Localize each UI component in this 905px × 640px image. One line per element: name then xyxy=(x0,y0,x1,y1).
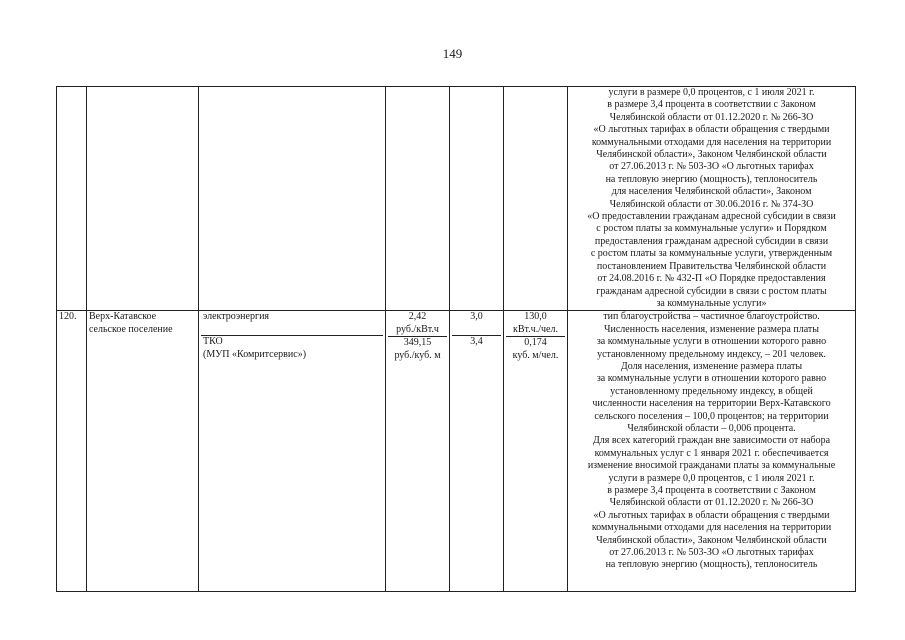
index-value: 3,0 xyxy=(470,311,483,323)
norm-value: 130,0 кВт.ч./чел. xyxy=(513,311,558,335)
cell-municipality xyxy=(87,87,199,311)
municipality-line: Верх-Катавское xyxy=(89,311,157,323)
cell-description xyxy=(568,87,856,311)
description-text xyxy=(570,311,853,572)
description-line: от 24.08.2016 г. № 432-П «О Порядке предоставления xyxy=(597,273,826,285)
description-line: коммунальными отходами для населения на территории xyxy=(591,522,832,534)
cell-service xyxy=(199,87,386,311)
description-line: услуги в размере 0,0 процентов, с 1 июля 2021 г. xyxy=(608,87,815,98)
service-name: ТКО (МУП «Комритсервис») xyxy=(201,336,383,591)
table-row-continued xyxy=(57,87,856,311)
municipality-line: сельское поселение xyxy=(89,323,173,335)
page-number: 149 xyxy=(442,46,463,61)
description-line: изменение вносимой гражданами платы за коммунальные xyxy=(587,460,836,472)
description-line: для населения Челябинской области», Законом xyxy=(611,186,812,198)
norm-value: 0,174 куб. м/чел. xyxy=(506,337,565,592)
description-line: в размере 3,4 процента в соответствии с Законом xyxy=(607,485,816,496)
table-row-120 xyxy=(57,311,856,592)
description-line: «О льготных тарифах в области обращения с твердыми xyxy=(593,124,830,136)
description-line: Доля населения, изменение размера платы xyxy=(620,360,803,372)
cell-norm xyxy=(504,311,568,592)
cell-service xyxy=(199,311,386,592)
cell-index xyxy=(450,87,504,311)
service-list xyxy=(201,311,383,590)
cell-norm xyxy=(504,87,568,311)
cell-number: 120. xyxy=(57,311,87,592)
description-line: установленному предельному индексу, – 201 человек. xyxy=(597,348,826,360)
tariff-table xyxy=(56,86,856,592)
description-line: Челябинской области от 01.12.2020 г. № 266-ЗО xyxy=(609,111,814,123)
description-line: «О предоставлении гражданам адресной субсидии в связи xyxy=(587,211,836,223)
index-value: 3,4 xyxy=(452,336,501,591)
description-line: на тепловую энергию (мощность), теплоноситель xyxy=(605,173,818,185)
description-line: за коммунальные услуги в отношении которого равно xyxy=(596,336,827,348)
tariff-list xyxy=(388,311,447,591)
index-list xyxy=(452,311,501,590)
description-line: Для всех категорий граждан вне зависимости от набора xyxy=(592,435,831,447)
description-line: Челябинской области – 0,006 процента. xyxy=(627,422,796,434)
description-line: от 27.06.2013 г. № 503-ЗО «О льготных тарифах xyxy=(609,547,814,559)
cell-municipality xyxy=(87,311,199,592)
cell-tariff xyxy=(386,87,450,311)
description-line: гражданам адресной субсидии в связи с ростом платы xyxy=(596,285,827,297)
description-line: постановлением Правительства Челябинской области xyxy=(596,260,827,272)
description-line: Челябинской области», Законом Челябинской области xyxy=(596,149,827,161)
description-line: с ростом платы за коммунальные услуги» и Порядком xyxy=(596,223,827,235)
description-line: «О льготных тарифах в области обращения с твердыми xyxy=(593,509,830,521)
description-line: Челябинской области от 30.06.2016 г. № 374-ЗО xyxy=(609,198,814,210)
description-line: тип благоустройства – частичное благоустройство. xyxy=(603,311,820,323)
norm-list xyxy=(506,311,565,591)
description-line: от 27.06.2013 г. № 503-ЗО «О льготных тарифах xyxy=(609,161,814,173)
description-line: услуги в размере 0,0 процентов, с 1 июля 2021 г. xyxy=(608,472,815,484)
cell-index xyxy=(450,311,504,592)
description-line: за коммунальные услуги» xyxy=(656,297,767,309)
description-line: установленному предельному индексу, в общей xyxy=(610,385,813,397)
description-line: численности населения на территории Верх-Катавского xyxy=(592,398,831,410)
description-line: в размере 3,4 процента в соответствии с Законом xyxy=(607,99,816,111)
description-line: коммунальными отходами для населения на территории xyxy=(591,136,832,148)
tariff-value: 2,42 руб./кВт.ч xyxy=(396,311,439,335)
description-line: коммунальных услуг с 1 января 2021 г. обеспечивается xyxy=(594,447,829,459)
description-line: предоставления гражданам адресной субсидии в связи xyxy=(594,235,829,247)
description-line: сельского поселения – 100,0 процентов; на территории xyxy=(594,410,829,422)
description-text xyxy=(570,87,853,310)
description-line: Численность населения, изменение размера платы xyxy=(604,323,819,335)
description-line: с ростом платы за коммунальные услуги, утвержденным xyxy=(590,248,833,260)
description-line: Челябинской области от 01.12.2020 г. № 266-ЗО xyxy=(609,497,814,509)
cell-description xyxy=(568,311,856,592)
description-line: на тепловую энергию (мощность), теплоноситель xyxy=(605,559,818,571)
service-name: электроэнергия xyxy=(203,311,270,323)
description-line: за коммунальные услуги в отношении которого равно xyxy=(596,373,827,385)
cell-tariff xyxy=(386,311,450,592)
tariff-value: 349,15 руб./куб. м xyxy=(388,337,447,592)
cell-number xyxy=(57,87,87,311)
description-line: Челябинской области», Законом Челябинской области xyxy=(596,534,827,546)
